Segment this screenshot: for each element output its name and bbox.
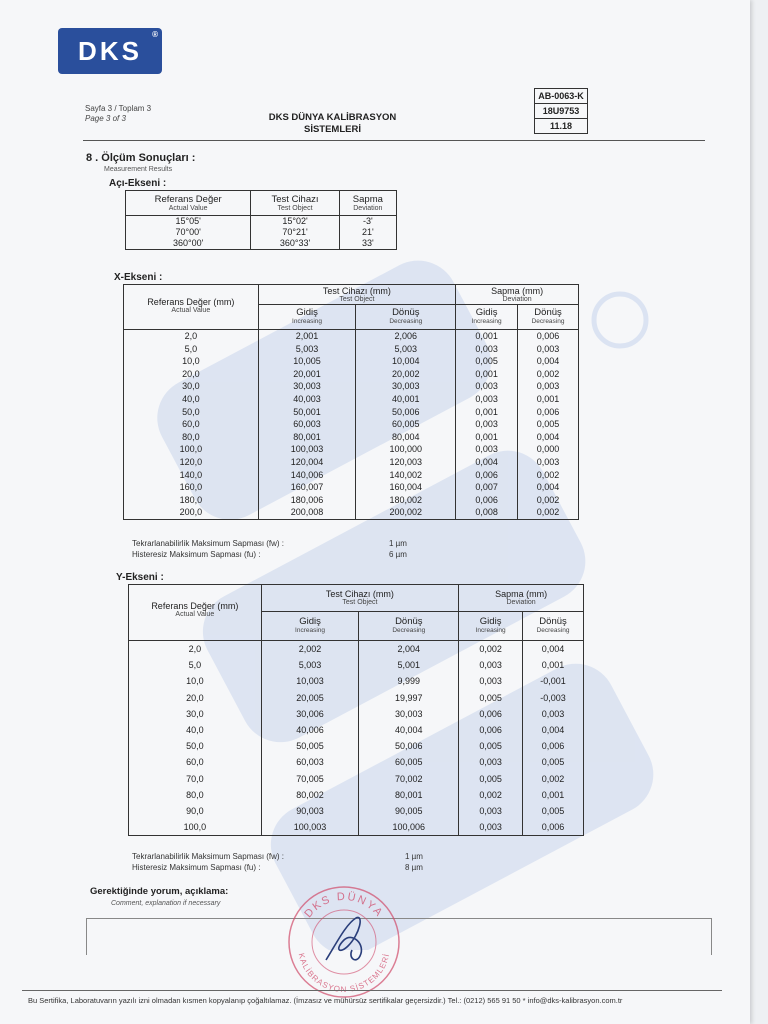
table-cell: 0,006 (456, 494, 518, 507)
table-cell: 30,003 (359, 706, 459, 722)
table-cell: 10,0 (124, 355, 259, 368)
table-cell: 0,005 (459, 771, 523, 787)
table-cell: 0,004 (518, 431, 579, 444)
table-row (129, 771, 584, 787)
table-row (129, 673, 584, 689)
y-header-dev-decreasing: Dönüş Decreasing (523, 612, 584, 641)
table-cell: 5,003 (258, 343, 356, 356)
table-cell: 0,001 (456, 431, 518, 444)
x-header-dev-decreasing: Dönüş Decreasing (518, 305, 579, 330)
table-row (124, 469, 579, 482)
table-cell: 0,007 (456, 481, 518, 494)
table-cell: 60,0 (129, 754, 262, 770)
table-cell: 50,005 (261, 738, 359, 754)
table-cell: 40,006 (261, 722, 359, 738)
table-cell: 0,003 (456, 343, 518, 356)
table-cell: 0,003 (456, 418, 518, 431)
table-cell: 80,004 (356, 431, 456, 444)
table-cell: 5,001 (359, 657, 459, 673)
table-cell: 0,004 (518, 355, 579, 368)
table-cell: 0,003 (459, 819, 523, 836)
table-cell: 0,003 (518, 380, 579, 393)
table-cell: 60,003 (258, 418, 356, 431)
x-header-deviation: Sapma (mm) Deviation (456, 285, 579, 305)
table-row (124, 355, 579, 368)
x-axis-title: X-Ekseni : (114, 272, 163, 283)
table-cell: 0,005 (459, 738, 523, 754)
table-cell: 100,000 (356, 443, 456, 456)
table-cell: 0,003 (456, 443, 518, 456)
table-cell: 80,002 (261, 787, 359, 803)
table-row (124, 494, 579, 507)
table-cell: 80,0 (124, 431, 259, 444)
logo-registered-mark: ® (152, 30, 158, 39)
table-cell: 50,001 (258, 406, 356, 419)
table-cell: 40,001 (356, 393, 456, 406)
table-row: 15°05' 15°02' -3' (126, 216, 397, 228)
logo-text: DKS (78, 35, 142, 66)
table-cell: 120,004 (258, 456, 356, 469)
table-cell: 0,001 (523, 657, 584, 673)
table-cell: 50,006 (359, 738, 459, 754)
table-row: 360°00' 360°33' 33' (126, 238, 397, 250)
table-cell: 0,002 (518, 368, 579, 381)
table-row (124, 368, 579, 381)
table-cell: -0,003 (523, 690, 584, 706)
table-cell: 140,0 (124, 469, 259, 482)
table-row (124, 456, 579, 469)
table-cell: 90,005 (359, 803, 459, 819)
table-row (124, 481, 579, 494)
table-cell: 30,0 (129, 706, 262, 722)
table-row (124, 380, 579, 393)
table-row (124, 343, 579, 356)
table-row (129, 754, 584, 770)
table-cell: 0,006 (459, 722, 523, 738)
table-cell: 10,005 (258, 355, 356, 368)
section-title: 8 . Ölçüm Sonuçları : (86, 152, 196, 164)
table-cell: 0,006 (523, 738, 584, 754)
table-cell: 0,001 (456, 368, 518, 381)
table-cell: 9,999 (359, 673, 459, 689)
table-cell: 40,003 (258, 393, 356, 406)
table-row (129, 803, 584, 819)
angle-header-test: Test Cihazı Test Object (251, 191, 339, 216)
table-cell: 20,002 (356, 368, 456, 381)
table-cell: 30,006 (261, 706, 359, 722)
table-cell: -0,001 (523, 673, 584, 689)
company-name (250, 112, 415, 136)
certificate-code-box (534, 88, 588, 134)
table-cell: 0,003 (456, 393, 518, 406)
table-cell: 100,003 (261, 819, 359, 836)
table-row (124, 330, 579, 343)
table-row (124, 393, 579, 406)
table-cell: 60,005 (359, 754, 459, 770)
table-row (124, 506, 579, 519)
table-cell: 20,0 (129, 690, 262, 706)
angle-header-reference: Referans Değer Actual Value (126, 191, 251, 216)
angle-axis-table (125, 190, 397, 250)
company-stamp (286, 884, 402, 1000)
table-cell: 200,002 (356, 506, 456, 519)
dks-logo (58, 28, 162, 74)
table-cell: 5,0 (124, 343, 259, 356)
table-row: 70°00' 70°21' 21' (126, 227, 397, 238)
table-cell: 2,0 (124, 330, 259, 343)
y-repeatability-value: 1 µm (405, 852, 423, 861)
y-axis-table-body (129, 641, 584, 836)
footer-divider (22, 990, 722, 991)
comment-title-en: Comment, explanation if necessary (111, 900, 221, 907)
table-cell: 80,001 (258, 431, 356, 444)
table-cell: 0,001 (456, 330, 518, 343)
table-cell: 80,001 (359, 787, 459, 803)
page-number-en: Page 3 of 3 (85, 114, 126, 123)
table-cell: 2,006 (356, 330, 456, 343)
table-cell: 60,005 (356, 418, 456, 431)
company-name-line1: DKS DÜNYA KALİBRASYON (268, 112, 397, 123)
table-cell: 2,0 (129, 641, 262, 658)
table-cell: 0,003 (518, 456, 579, 469)
table-cell: 30,003 (258, 380, 356, 393)
table-cell: 200,0 (124, 506, 259, 519)
table-cell: 80,0 (129, 787, 262, 803)
y-header-deviation: Sapma (mm) Deviation (459, 585, 584, 612)
comment-title: Gerektiğinde yorum, açıklama: (90, 886, 229, 897)
table-cell: 40,0 (129, 722, 262, 738)
y-header-test-decreasing: Dönüş Decreasing (359, 612, 459, 641)
table-cell: 70,0 (129, 771, 262, 787)
x-repeatability-value: 1 µm (389, 539, 407, 548)
x-axis-table (123, 284, 579, 520)
table-cell: 2,001 (258, 330, 356, 343)
page-number-tr: Sayfa 3 / Toplam 3 (85, 104, 152, 113)
table-cell: 0,004 (523, 722, 584, 738)
table-row (129, 787, 584, 803)
table-row (124, 406, 579, 419)
table-cell: 70,005 (261, 771, 359, 787)
y-axis-table (128, 584, 584, 836)
table-cell: 0,004 (523, 641, 584, 658)
x-hysteresis-value: 6 µm (389, 550, 407, 559)
certificate-number: 18U9753 (535, 104, 587, 119)
table-cell: 160,0 (124, 481, 259, 494)
signature-mark (326, 917, 361, 960)
stamp-top-text: DKS DÜNYA (302, 890, 386, 921)
x-header-test-decreasing: Dönüş Decreasing (356, 305, 456, 330)
table-cell: 0,008 (456, 506, 518, 519)
footer-disclaimer: Bu Sertifika, Laboratuvarın yazılı izni olmadan kısmen kopyalanıp çoğaltılamaz. (İmzasız ve mühürsüz sertifikalar geçersizdir.) Tel.: (0212) 565 91 50 * info@dks-kalibrasyon.com.tr (28, 996, 623, 1005)
y-repeatability-label: Tekrarlanabilirlik Maksimum Sapması (fw) : (132, 852, 285, 861)
table-cell: 0,001 (518, 393, 579, 406)
table-cell: 0,003 (456, 380, 518, 393)
table-cell: 0,003 (459, 754, 523, 770)
table-cell: 2,002 (261, 641, 359, 658)
x-header-test-increasing: Gidiş Increasing (258, 305, 356, 330)
table-cell: 50,0 (124, 406, 259, 419)
table-cell: 5,0 (129, 657, 262, 673)
table-cell: 50,006 (356, 406, 456, 419)
x-axis-table-body (124, 330, 579, 520)
y-header-test: Test Cihazı (mm) Test Object (261, 585, 459, 612)
table-cell: 60,0 (124, 418, 259, 431)
table-cell: 0,006 (518, 330, 579, 343)
table-cell: 0,001 (523, 787, 584, 803)
table-cell: 0,004 (456, 456, 518, 469)
table-cell: 20,001 (258, 368, 356, 381)
x-header-reference: Referans Değer (mm) Actual Value (124, 285, 259, 330)
page-number (85, 104, 151, 124)
table-row (129, 819, 584, 836)
table-cell: 100,006 (359, 819, 459, 836)
table-row (124, 443, 579, 456)
svg-text:KALİBRASYON SİSTEMLERİ (297, 952, 392, 994)
table-cell: 160,007 (258, 481, 356, 494)
table-cell: 30,003 (356, 380, 456, 393)
table-cell: 90,003 (261, 803, 359, 819)
table-row (124, 431, 579, 444)
table-cell: 0,003 (518, 343, 579, 356)
table-cell: 2,004 (359, 641, 459, 658)
table-cell: 30,0 (124, 380, 259, 393)
table-cell: 0,001 (456, 406, 518, 419)
table-cell: 5,003 (261, 657, 359, 673)
table-cell: 0,002 (518, 469, 579, 482)
table-cell: 0,005 (523, 803, 584, 819)
table-cell: 180,006 (258, 494, 356, 507)
x-header-test: Test Cihazı (mm) Test Object (258, 285, 456, 305)
table-cell: 90,0 (129, 803, 262, 819)
table-cell: 160,004 (356, 481, 456, 494)
table-cell: 0,005 (523, 754, 584, 770)
table-cell: 70,002 (359, 771, 459, 787)
table-cell: 120,0 (124, 456, 259, 469)
table-cell: 0,005 (459, 690, 523, 706)
table-cell: 10,004 (356, 355, 456, 368)
table-cell: 140,006 (258, 469, 356, 482)
table-cell: 19,997 (359, 690, 459, 706)
table-cell: 0,002 (459, 641, 523, 658)
table-cell: 0,000 (518, 443, 579, 456)
table-cell: 50,0 (129, 738, 262, 754)
table-row (129, 706, 584, 722)
table-cell: 20,0 (124, 368, 259, 381)
table-cell: 60,003 (261, 754, 359, 770)
table-row (129, 690, 584, 706)
angle-header-deviation: Sapma Deviation (339, 191, 396, 216)
table-row (124, 418, 579, 431)
table-cell: 0,006 (459, 706, 523, 722)
table-cell: 100,0 (124, 443, 259, 456)
table-cell: 5,003 (356, 343, 456, 356)
stamp-bottom-text: KALİBRASYON SİSTEMLERİ (296, 952, 392, 995)
header-divider (83, 140, 705, 141)
table-cell: 100,003 (258, 443, 356, 456)
x-repeatability-label: Tekrarlanabilirlik Maksimum Sapması (fw) : (132, 539, 285, 548)
table-row (129, 738, 584, 754)
table-cell: 0,002 (518, 494, 579, 507)
y-header-test-increasing: Gidiş Increasing (261, 612, 359, 641)
section-title-en: Measurement Results (104, 166, 173, 173)
table-cell: 120,003 (356, 456, 456, 469)
table-cell: 180,002 (356, 494, 456, 507)
table-cell: 0,003 (459, 657, 523, 673)
table-cell: 0,002 (518, 506, 579, 519)
y-header-dev-increasing: Gidiş Increasing (459, 612, 523, 641)
accreditation-code: AB-0063-K (535, 89, 587, 104)
y-hysteresis-label: Histeresiz Maksimum Sapması (fu) : (132, 863, 261, 872)
table-cell: 0,005 (518, 418, 579, 431)
certificate-date: 11.18 (549, 121, 573, 131)
table-cell: 200,008 (258, 506, 356, 519)
table-cell: 40,0 (124, 393, 259, 406)
table-cell: 0,003 (523, 706, 584, 722)
y-hysteresis-value: 8 µm (405, 863, 423, 872)
table-cell: 0,006 (518, 406, 579, 419)
table-cell: 40,004 (359, 722, 459, 738)
company-name-line2: SİSTEMLERİ (303, 124, 361, 135)
table-cell: 180,0 (124, 494, 259, 507)
table-cell: 0,005 (456, 355, 518, 368)
table-cell: 0,003 (459, 673, 523, 689)
table-cell: 0,002 (523, 771, 584, 787)
table-cell: 20,005 (261, 690, 359, 706)
table-cell: 10,003 (261, 673, 359, 689)
table-row (129, 657, 584, 673)
angle-axis-title: Açı-Ekseni : (109, 178, 167, 189)
x-hysteresis-label: Histeresiz Maksimum Sapması (fu) : (132, 550, 261, 559)
y-axis-title: Y-Ekseni : (116, 572, 164, 583)
y-header-reference: Referans Değer (mm) Actual Value (129, 585, 262, 641)
table-cell: 0,006 (523, 819, 584, 836)
table-cell: 0,006 (456, 469, 518, 482)
table-cell: 0,003 (459, 803, 523, 819)
table-cell: 140,002 (356, 469, 456, 482)
table-cell: 0,004 (518, 481, 579, 494)
table-cell: 10,0 (129, 673, 262, 689)
table-cell: 100,0 (129, 819, 262, 836)
x-header-dev-increasing: Gidiş Increasing (456, 305, 518, 330)
table-row (129, 641, 584, 658)
table-cell: 0,002 (459, 787, 523, 803)
table-row (129, 722, 584, 738)
